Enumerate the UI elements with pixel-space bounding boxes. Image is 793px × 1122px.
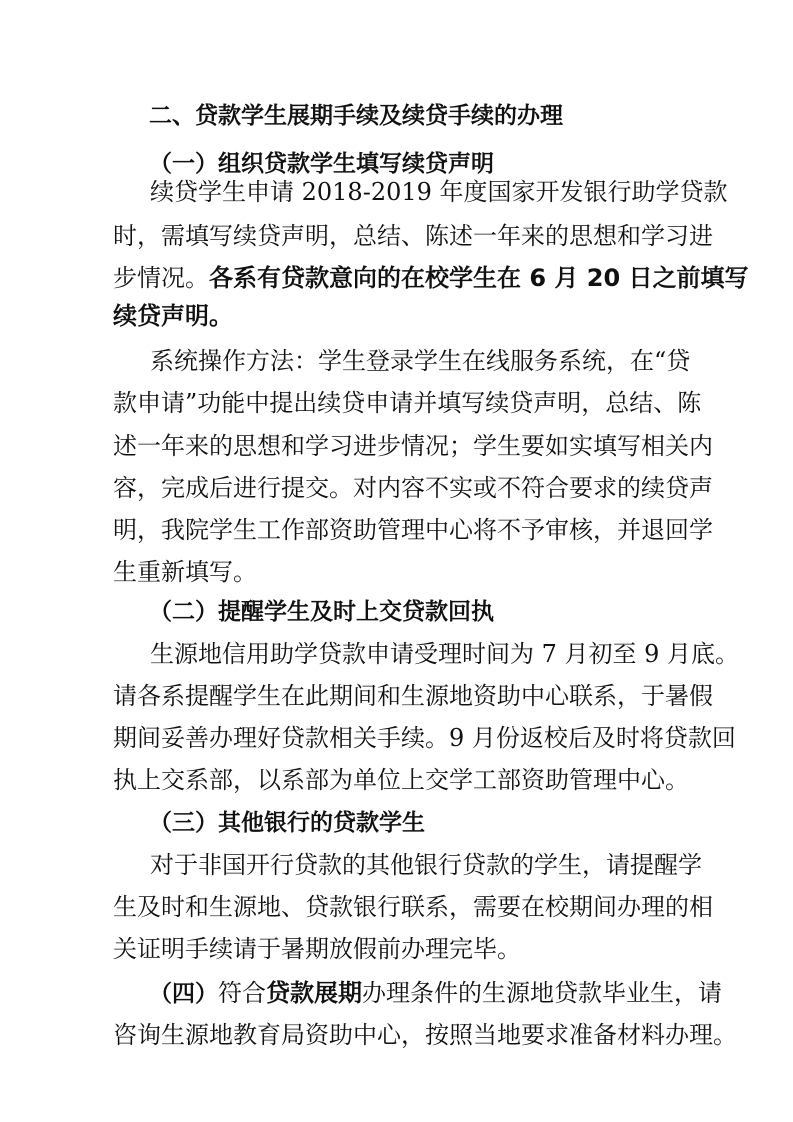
paragraph-line: 时，需填写续贷声明，总结、陈述一年来的思想和学习进	[113, 222, 713, 250]
paragraph-line: 明，我院学生工作部资助管理中心将不予审核，并退回学	[113, 516, 713, 544]
paragraph-line	[113, 262, 749, 294]
paragraph-text: 符合	[218, 979, 266, 1007]
paragraph-line: 续贷学生申请 2018-2019 年度国家开发银行助学贷款	[150, 178, 728, 206]
section-heading: 二、贷款学生展期手续及续贷手续的办理	[149, 103, 563, 129]
paragraph-line: 生源地信用助学贷款申请受理时间为 7 月初至 9 月底。	[150, 640, 740, 668]
paragraph-line: 款申请”功能中提出续贷申请并填写续贷声明，总结、陈	[113, 389, 702, 417]
paragraph-line: 执上交系部，以系部为单位上交学工部资助管理中心。	[113, 766, 689, 794]
paragraph-text: 办理条件的生源地贷款毕业生，请	[362, 979, 722, 1007]
subsection-title-4: （四）	[149, 981, 218, 1007]
emphasis-text: 各系有贷款意向的在校学生在 6 月 20 日之前填写	[209, 264, 749, 292]
paragraph-line: 容，完成后进行提交。对内容不实或不符合要求的续贷声	[113, 474, 713, 502]
paragraph-line	[149, 977, 722, 1010]
emphasis-line: 续贷声明。	[113, 302, 233, 330]
subsection-title-3: （三）其他银行的贷款学生	[149, 810, 425, 836]
emphasis-text: 贷款展期	[266, 979, 362, 1007]
paragraph-line: 述一年来的思想和学习进步情况；学生要如实填写相关内	[113, 432, 713, 460]
paragraph-line: 关证明手续请于暑期放假前办理完毕。	[113, 935, 521, 963]
paragraph-line: 生及时和生源地、贷款银行联系，需要在校期间办理的相	[113, 893, 713, 921]
paragraph-line: 生重新填写。	[113, 558, 257, 586]
paragraph-line: 请各系提醒学生在此期间和生源地资助中心联系，于暑假	[113, 682, 713, 710]
paragraph-line: 咨询生源地教育局资助中心，按照当地要求准备材料办理。	[113, 1021, 737, 1049]
subsection-title-1: （一）组织贷款学生填写续贷声明	[149, 151, 494, 177]
paragraph-line: 期间妥善办理好贷款相关手续。9 月份返校后及时将贷款回	[113, 724, 736, 752]
paragraph-text: 步情况。	[113, 264, 209, 292]
paragraph-line: 系统操作方法：学生登录学生在线服务系统，在“贷	[150, 347, 691, 375]
paragraph-line: 对于非国开行贷款的其他银行贷款的学生，请提醒学	[150, 851, 702, 879]
subsection-title-2: （二）提醒学生及时上交贷款回执	[149, 599, 494, 625]
